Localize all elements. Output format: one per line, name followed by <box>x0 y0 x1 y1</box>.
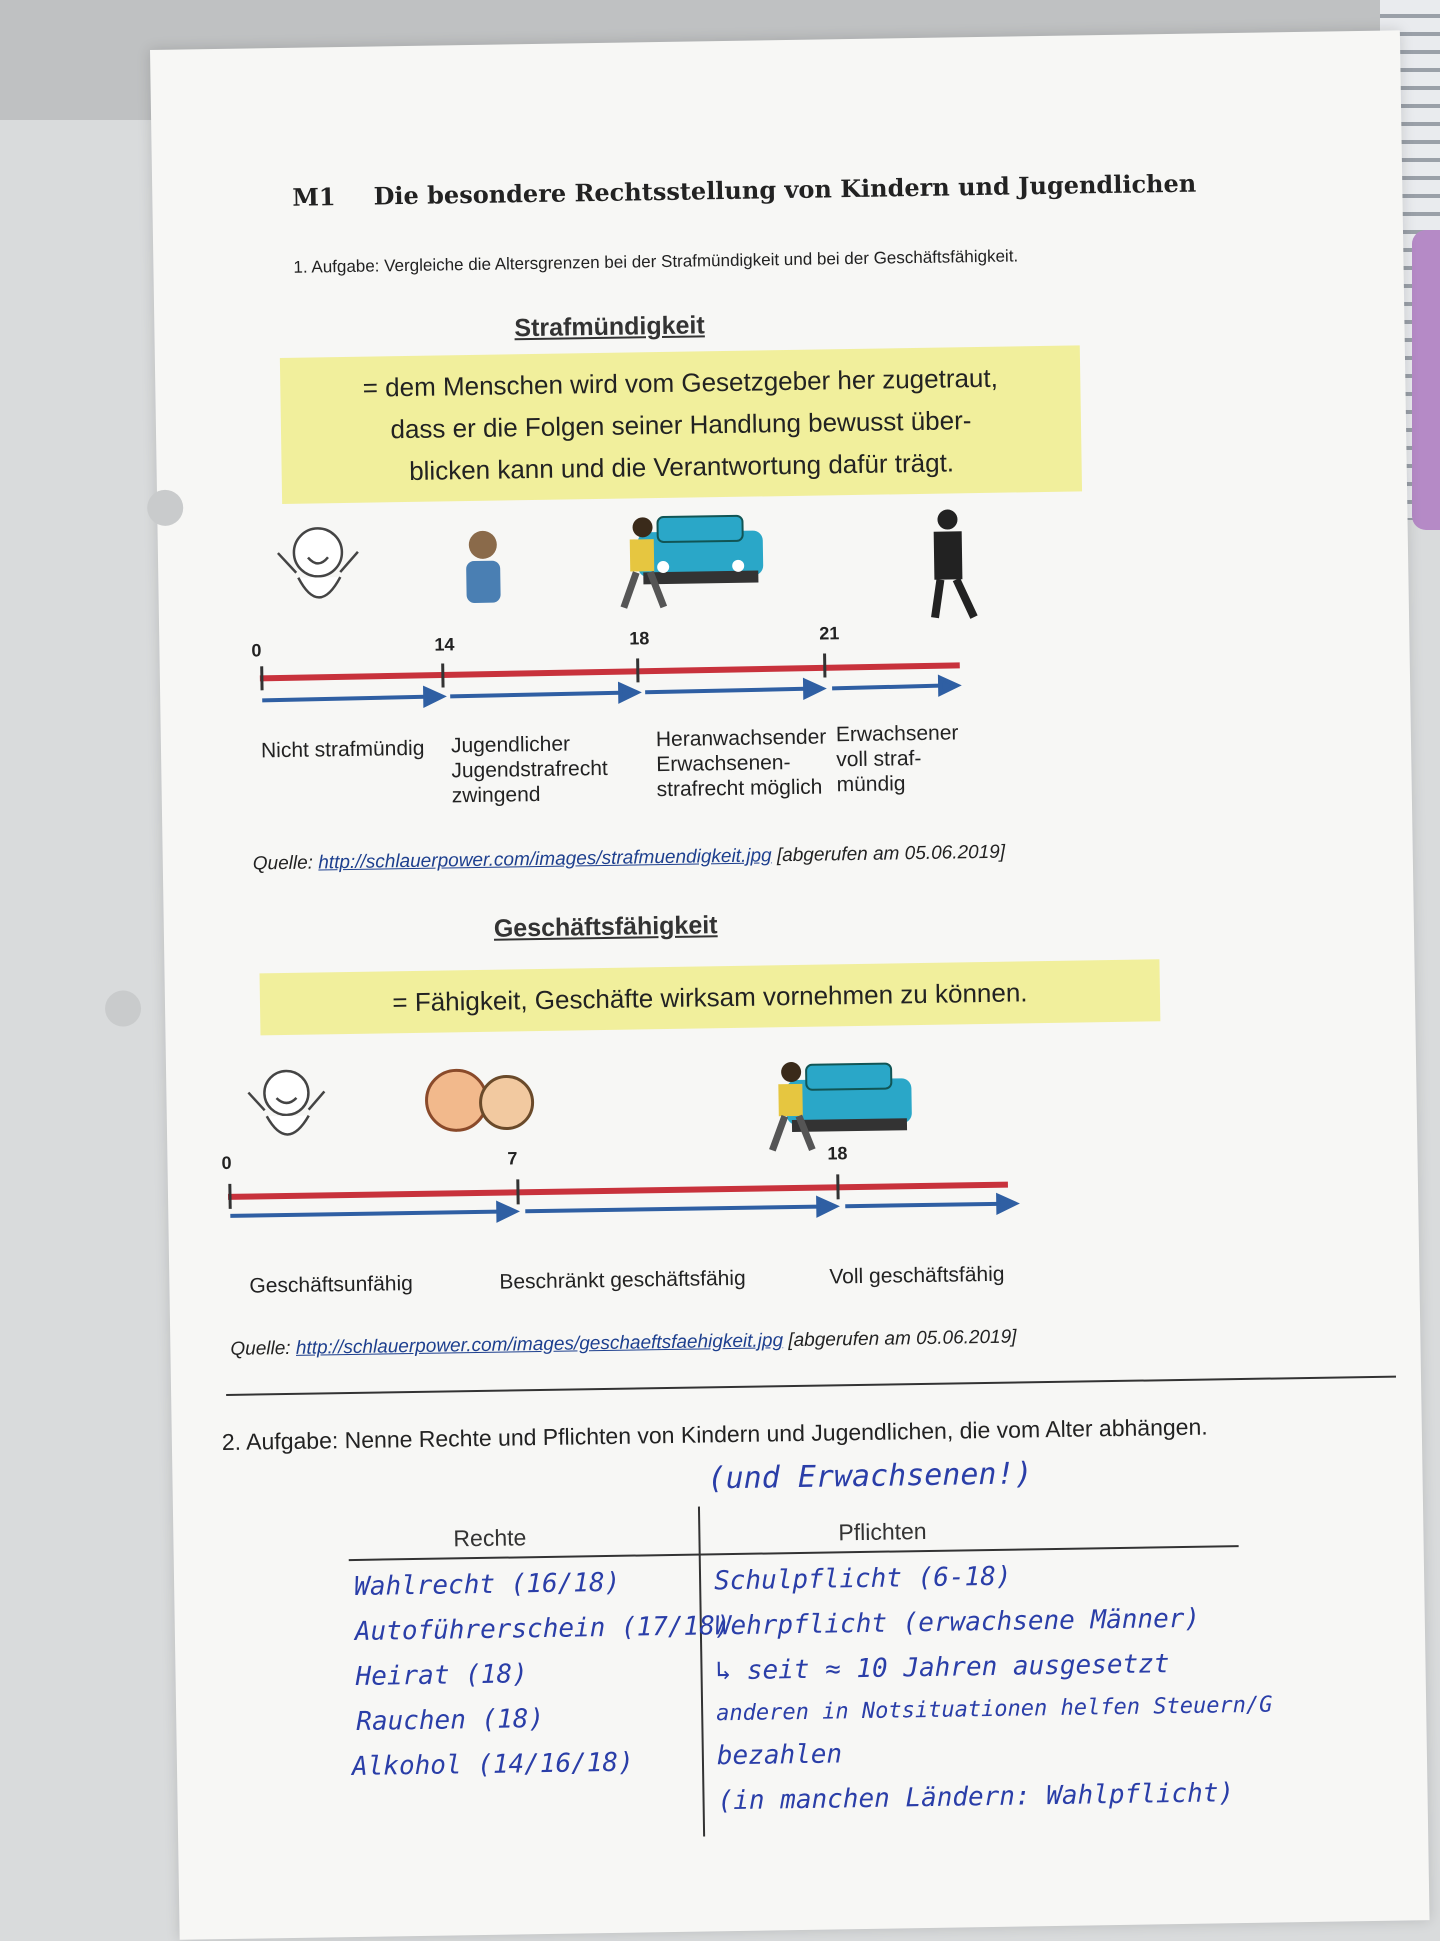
source-prefix: Quelle: <box>230 1338 296 1360</box>
blue-arrows <box>230 1196 1015 1224</box>
age-0: 0 <box>251 640 261 660</box>
age-14: 14 <box>434 634 454 654</box>
worksheet-page <box>150 30 1430 1939</box>
baby-figure <box>278 528 359 598</box>
definition-line-1: = dem Menschen wird vom Gesetzgeber her zugetraut, <box>280 355 1081 410</box>
boy-figure <box>466 531 501 604</box>
recht-5: Alkohol (14/16/18) <box>352 1748 634 1782</box>
source-geschaeftsfaehigkeit <box>230 1327 1016 1361</box>
pflicht-5: bezahlen <box>717 1739 843 1771</box>
label-jugendlicher <box>451 731 609 808</box>
timeline-geschaeftsfaehigkeit <box>226 1044 1188 1219</box>
recht-2: Autoführerschein (17/18) <box>355 1611 731 1647</box>
man-figure <box>933 509 974 618</box>
age-21: 21 <box>819 623 839 643</box>
heading-strafmuendigkeit: Strafmündigkeit <box>514 311 705 343</box>
label-heranwachsender <box>656 724 828 802</box>
source-strafmuendigkeit <box>253 842 1006 876</box>
definition-geschaeftsfaehigkeit: = Fähigkeit, Geschäfte wirksam vornehmen zu können. <box>260 959 1161 1035</box>
label-nicht-strafmuendig <box>261 736 425 764</box>
red-age-line <box>228 1185 1008 1197</box>
heading-geschaeftsfaehigkeit: Geschäftsfähigkeit <box>494 911 718 944</box>
label-geschaeftsunfaehig: Geschäftsunfähig <box>249 1271 413 1299</box>
label-line: Erwachsener <box>836 720 959 747</box>
label-line: Heranwachsender <box>656 724 827 752</box>
recht-3: Heirat (18) <box>355 1659 528 1692</box>
pflicht-1: Schulpflicht (6-18) <box>714 1562 1012 1597</box>
source-suffix: [abgerufen am 05.06.2019] <box>771 842 1005 867</box>
punch-hole-bottom <box>105 990 142 1027</box>
separator-line <box>226 1376 1396 1396</box>
recht-4: Rauchen (18) <box>356 1704 544 1737</box>
label-beschraenkt: Beschränkt geschäftsfähig <box>499 1266 746 1295</box>
definition-strafmuendigkeit <box>280 345 1082 504</box>
pflicht-6: (in manchen Ländern: Wahlpflicht) <box>717 1778 1234 1816</box>
age-18: 18 <box>827 1143 847 1163</box>
children-figure <box>426 1069 533 1131</box>
table-column-divider <box>698 1507 705 1837</box>
pflicht-4: anderen in Notsituationen helfen Steuern/G <box>716 1693 1273 1727</box>
column-header-pflichten: Pflichten <box>838 1518 927 1546</box>
source-link[interactable]: http://schlauerpower.com/images/geschaeftsfaehigkeit.jpg <box>296 1330 784 1359</box>
label-line: Jugendlicher <box>451 731 608 758</box>
label-line: Jugendstrafrecht <box>451 756 608 783</box>
column-header-rechte: Rechte <box>453 1524 526 1552</box>
label-line: zwingend <box>452 781 609 808</box>
source-suffix: [abgerufen am 05.06.2019] <box>783 1327 1017 1352</box>
punch-hole-top <box>147 490 184 527</box>
source-link[interactable]: http://schlauerpower.com/images/strafmuendigkeit.jpg <box>318 845 772 873</box>
age-7: 7 <box>507 1148 517 1168</box>
pflicht-3: ↳ seit ≈ 10 Jahren ausgesetzt <box>715 1649 1169 1686</box>
red-age-line <box>260 665 960 678</box>
source-prefix: Quelle: <box>253 852 319 874</box>
page-title <box>292 169 1196 212</box>
task-2: 2. Aufgabe: Nenne Rechte und Pflichten von Kindern und Jugendlichen, die vom Alter abhängen. <box>222 1414 1208 1456</box>
handwritten-note: (und Erwachsenen!) <box>707 1456 1033 1496</box>
pflicht-2: Wehrpflicht (erwachsene Männer) <box>715 1604 1201 1642</box>
label-line: Nicht strafmündig <box>261 736 425 764</box>
timeline-strafmuendigkeit <box>257 504 1180 708</box>
blue-arrows <box>262 677 957 707</box>
age-18: 18 <box>629 628 649 648</box>
definition-line-3: blicken kann und die Verantwortung dafür trägt. <box>281 439 1082 494</box>
car-figure <box>637 515 763 584</box>
label-line: mündig <box>836 770 959 797</box>
task-1: 1. Aufgabe: Vergleiche die Altersgrenzen bei der Strafmündigkeit und bei der Geschäftsfähigkeit. <box>293 246 1018 277</box>
label-voll: Voll geschäftsfähig <box>829 1262 1004 1290</box>
label-line: Erwachsenen- <box>656 749 827 777</box>
label-erwachsener <box>836 720 960 797</box>
label-line: strafrecht möglich <box>656 774 827 802</box>
recht-1: Wahlrecht (16/18) <box>354 1568 621 1602</box>
baby-figure <box>248 1070 325 1135</box>
age-0: 0 <box>221 1153 231 1173</box>
label-line: voll straf- <box>836 745 959 772</box>
title-text: Die besondere Rechtsstellung von Kindern und Jugendlichen <box>373 169 1196 211</box>
material-label: M1 <box>292 182 336 212</box>
definition-line-2: dass er die Folgen seiner Handlung bewusst über- <box>281 397 1082 452</box>
purple-folder <box>1412 230 1440 530</box>
